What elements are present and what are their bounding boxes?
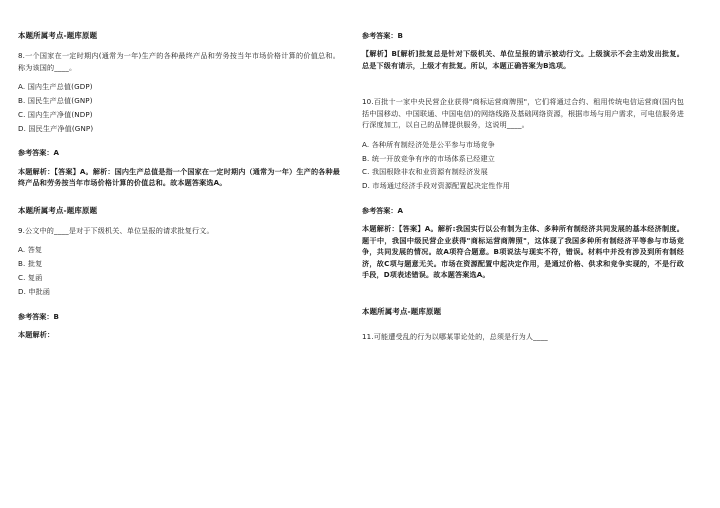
option-item: B. 国民生产总值(GNP) xyxy=(18,95,93,105)
option-item: A. 各种所有制经济处是公平参与市场竞争 xyxy=(362,139,495,149)
section-header: 本题所属考点-题库原题 xyxy=(362,306,442,316)
answer-explanation: 本题解析：【答案】A。解析：国内生产总值是指一个国家在一定时期内（通常为一年）生产的各种最终产品和劳务按当年市场价格计算的价值总和。故本题答案选A。 xyxy=(18,166,340,188)
option-item: A. 国内生产总值(GDP) xyxy=(18,82,93,92)
option-item: B. 批复 xyxy=(18,259,43,269)
question-text: 11.可能遭受乱的行为以哪某罪论处的，总须是行为人____ xyxy=(362,331,548,341)
answer-line: 参考答案：A xyxy=(362,206,403,216)
left-column xyxy=(18,30,340,498)
option-list xyxy=(18,243,340,298)
option-item: D. 市场通过经济手段对资源配置起决定性作用 xyxy=(362,181,511,191)
option-item: B. 统一开放竞争有序的市场体系已经建立 xyxy=(362,153,495,163)
option-item: C. 复函 xyxy=(18,272,43,282)
answer-line: 参考答案：B xyxy=(18,311,59,321)
section-block xyxy=(362,96,684,281)
option-item: C. 我国根除非农和业资源有制经济发展 xyxy=(362,167,488,177)
section-block xyxy=(18,30,340,189)
option-item: D. 国民生产净值(GNP) xyxy=(18,123,94,133)
answer-explanation: 本题解析： xyxy=(18,329,55,339)
question-text: 9.公文中的____是对于下级机关、单位呈报的请求批复行文。 xyxy=(18,225,214,235)
right-column xyxy=(362,30,684,498)
question-text: 8.一个国家在一定时期内(通常为一年)生产的各种最终产品和劳务按当年市场价格计算的价值总和。称为该国的____。 xyxy=(18,51,340,72)
option-item: C. 国内生产净值(NDP) xyxy=(18,109,93,119)
option-item: D. 申批函 xyxy=(18,286,51,296)
option-item: A. 答复 xyxy=(18,245,43,255)
answer-line: 参考答案：B xyxy=(362,31,403,40)
section-block xyxy=(362,306,684,343)
section-block xyxy=(362,30,684,71)
question-text: 10.百批十一家中央民营企业获得"商标运营商牌照"，它们将通过合约、租用传统电信运营商(国内包括中国移动、中国联通、中国电信)的网络线路及基础网络资源，根据市场与用户需求，可电信服务进行深度加工，以自己的品牌提供服务，这说明____。 xyxy=(362,97,684,130)
answer-explanation: 本题解析：【答案】A。解析:我国实行以公有制为主体、多种所有制经济共同发展的基本经济制度。题干中，我国中级民营企业获得"商标运营商牌照"，这体现了我国多种所有制经济平等参与市场竞争，共同发展的情况。故A项符合题意。B项说法与现实不符，错误。材料中并没有涉及到所有制经济，故C项与题意无关。市场在资源配置中起决定作用，是通过价格、供求和竞争实现的，不是行政手段，D项表述错误。故本题答案选A。 xyxy=(362,224,684,280)
section-header: 本题所属考点-题库原题 xyxy=(18,31,98,40)
section-block xyxy=(18,205,340,341)
option-list xyxy=(362,138,684,193)
section-header: 本题所属考点-题库原题 xyxy=(18,205,98,215)
option-list xyxy=(18,80,340,135)
answer-explanation: 【解析】B[解析]批复总是针对下级机关、单位呈报的请示被动行文。上级演示不会主动发出批复。总是下级有请示，上级才有批复。所以，本题正确答案为B选项。 xyxy=(362,49,684,70)
answer-line: 参考答案：A xyxy=(18,148,59,158)
